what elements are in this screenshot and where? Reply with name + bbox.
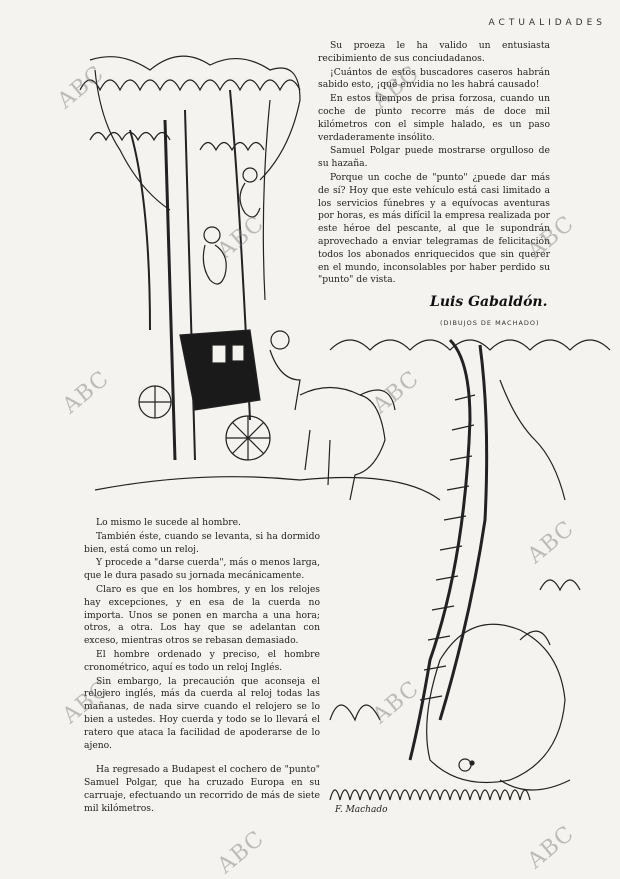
paragraph: Su proeza le ha valido un entusiasta recibimiento de sus conciudadanos. — [318, 40, 550, 64]
abc-watermark: ABC — [368, 676, 425, 729]
abc-watermark: ABC — [523, 516, 580, 569]
abc-watermark: ABC — [213, 826, 270, 879]
paragraph: Lo mismo le sucede al hombre. — [96, 517, 241, 528]
paragraph: En estos tiempos de prisa forzosa, cuando un coche de punto recorre más de doce mil kilómetros con el simple halado, es un paso verdaderamente insólito. — [318, 93, 550, 143]
author-note: (DIBUJOS DE MACHADO) — [440, 319, 540, 327]
illustration-signature: F. Machado — [335, 805, 388, 815]
section-header: ACTUALIDADES — [488, 18, 606, 28]
paragraph: También éste, cuando se levanta, si ha dormido bien, está como un reloj. — [84, 530, 320, 555]
author-signature: Luis Gabaldón. — [430, 294, 548, 310]
abc-watermark: ABC — [523, 821, 580, 874]
abc-watermark: ABC — [213, 211, 270, 264]
paragraph: Y procede a "darse cuerda", más o menos larga, que le dura pasado su jornada mecánicamente. — [84, 557, 320, 582]
abc-watermark: ABC — [368, 61, 425, 114]
abc-watermark: ABC — [523, 211, 580, 264]
abc-watermark: ABC — [58, 676, 115, 729]
paragraph: Porque un coche de "punto" ¿puede dar más de sí? Hoy que este vehículo está casi limitado a los servicios fúnebres y a equívocas aventuras por horas, es más difícil la empresa realizada por este héroe del pescante, al que le supondrán aprovechado a enviar telegramas de felicitación todos los abonados enriquecidos que sin querer en el mundo, inconsolables por haber perdido su "punto" de vista. — [318, 171, 550, 286]
abc-watermark: ABC — [368, 366, 425, 419]
paragraph: Claro es que en los hombres, y en los relojes hay excepciones, y en esa de la cuerda no importa. Unos se ponen en marcha a una hora; otros, a otra. Los hay que se adelantan con exceso, mientras otros se rebasan demasiado. — [84, 583, 320, 647]
paragraph: ¡Cuántos de estos buscadores caseros habrán sabido esto, ¡qué envidia no les habrá causado! — [318, 66, 550, 91]
paragraph: Ha regresado a Budapest el cochero de "punto" Samuel Polgar, que ha cruzado Europa en su carruaje, efectuando un recorrido de más de siete mil kilómetros. — [84, 764, 320, 814]
abc-watermark: ABC — [53, 61, 110, 114]
abc-watermark: ABC — [58, 366, 115, 419]
paragraph: Sin embargo, la precaución que aconseja el relojero inglés, más da cuerda al reloj todas las mañanas, de nada sirve cuando el relojero se lo bien a ustedes. Hoy cuerda y todo se lo llevará el ratero que ataca la facilidad de apoderarse de lo ajeno. — [84, 675, 320, 751]
paragraph: Samuel Polgar puede mostrarse orgulloso de su hazaña. — [318, 145, 550, 170]
article-bottom-column — [84, 517, 320, 816]
paragraph: El hombre ordenado y preciso, el hombre cronométrico, aquí es todo un reloj Inglés. — [84, 648, 320, 673]
article-top-column — [318, 40, 550, 287]
